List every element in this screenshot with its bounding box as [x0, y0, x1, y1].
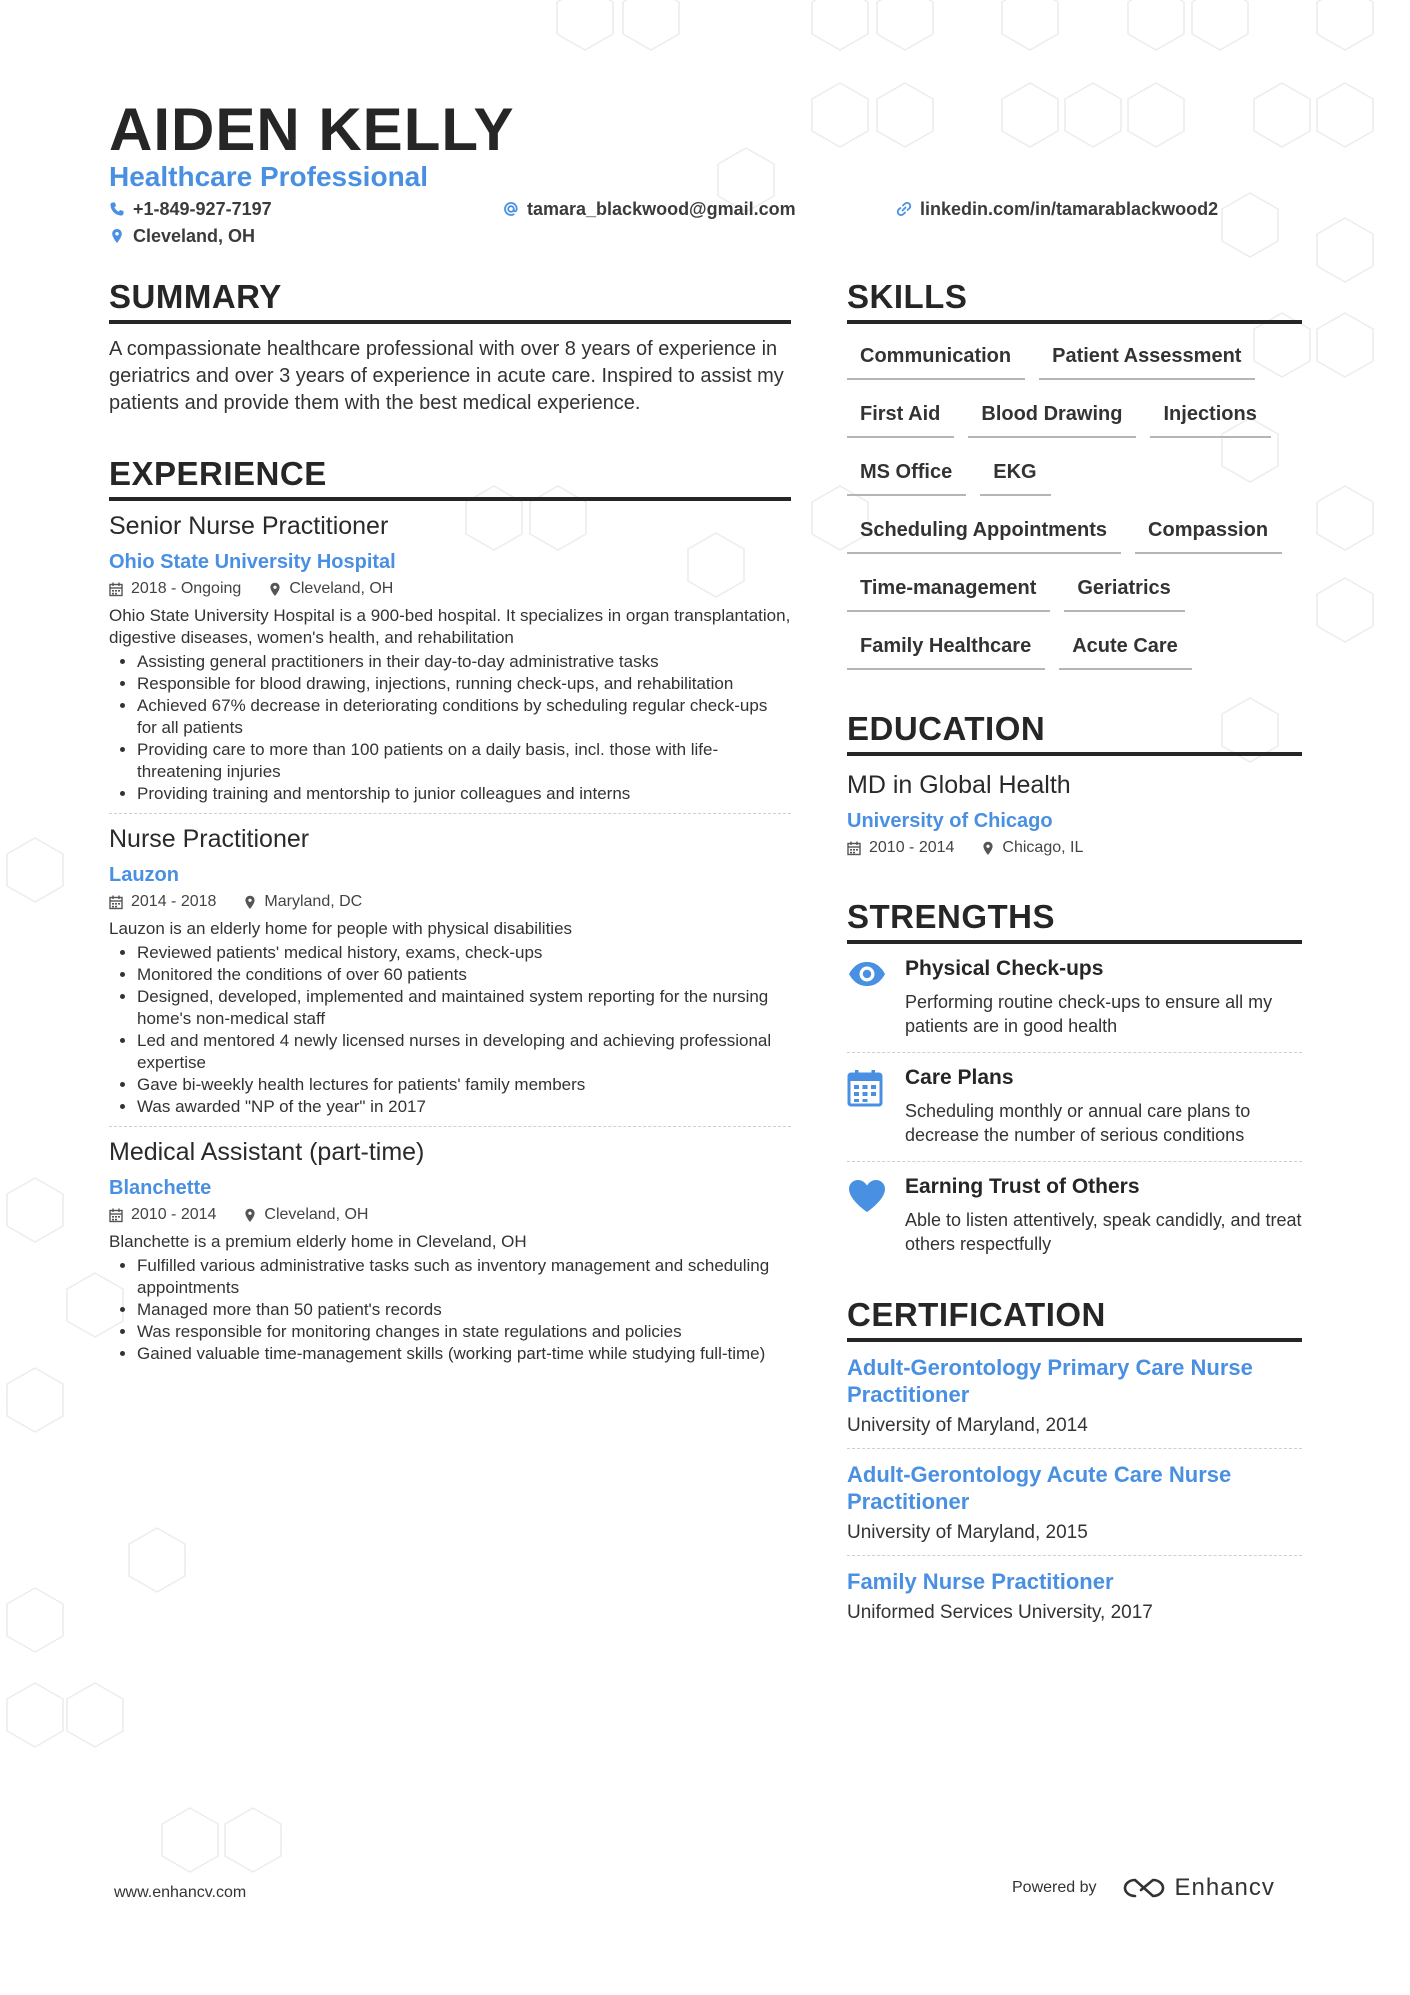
job-dates: 2010 - 2014 [131, 1206, 217, 1223]
email-text: tamara_blackwood@gmail.com [527, 199, 796, 219]
job-divider [109, 813, 791, 814]
calendar-icon [847, 841, 861, 856]
strength-description: Scheduling monthly or annual care plans to decrease the number of serious conditions [905, 1101, 1251, 1145]
job-bullets [109, 942, 791, 1118]
job-entry [109, 1137, 791, 1365]
certification-name: Adult-Gerontology Primary Care Nurse Practitioner [847, 1355, 1253, 1407]
job-bullet: • Gave bi-weekly health lectures for patients' family members [137, 1074, 791, 1096]
calendar-icon [109, 1208, 123, 1223]
certification-issuer: University of Maryland, 2014 [847, 1415, 1088, 1436]
job-title: Nurse Practitioner [109, 825, 310, 853]
summary-text: A compassionate healthcare professional with over 8 years of experience in geriatrics and over 3 years of experience in acute care. Inspired to assist my patients and provide them with the best medical experience. [109, 338, 784, 414]
job-bullet: • Managed more than 50 patient's records [137, 1299, 791, 1321]
enhancv-logo-icon [1121, 1876, 1167, 1900]
skill-tag: Acute Care [1059, 626, 1192, 670]
location-text: Cleveland, OH [133, 226, 256, 246]
job-bullet: • Led and mentored 4 newly licensed nurses in developing and achieving professional expertise [137, 1030, 791, 1074]
summary-title: SUMMARY [109, 278, 791, 324]
job-bullet: • Reviewed patients' medical history, exams, check-ups [137, 942, 791, 964]
certification-name: Family Nurse Practitioner [847, 1569, 1114, 1594]
footer-branding [1012, 1874, 1275, 1902]
powered-by-label: Powered by [1012, 1879, 1097, 1896]
job-description: Blanchette is a premium elderly home in Cleveland, OH [109, 1232, 527, 1251]
skill-tag: Geriatrics [1064, 568, 1184, 612]
location-pin-icon [244, 1208, 256, 1223]
skill-tag: Compassion [1135, 510, 1282, 554]
linkedin-text: linkedin.com/in/tamarablackwood2 [920, 199, 1219, 219]
education-meta [847, 838, 1302, 858]
job-bullet: • Was awarded "NP of the year" in 2017 [137, 1096, 791, 1118]
linkedin-contact[interactable] [896, 198, 1218, 220]
job-bullet: • Monitored the conditions of over 60 patients [137, 964, 791, 986]
job-dates: 2014 - 2018 [131, 893, 217, 910]
job-divider [109, 1126, 791, 1127]
job-bullet: • Assisting general practitioners in their day-to-day administrative tasks [137, 651, 791, 673]
strengths-title: STRENGTHS [847, 898, 1302, 944]
job-title: Medical Assistant (part-time) [109, 1138, 425, 1166]
footer-website-link[interactable]: www.enhancv.com [114, 1884, 247, 1901]
location-pin-icon [244, 895, 256, 910]
strength-item [847, 944, 1302, 1052]
certification-issuer: Uniformed Services University, 2017 [847, 1602, 1153, 1623]
job-bullet: • Gained valuable time-management skills (working part-time while studying full-time) [137, 1343, 791, 1365]
strength-description: Able to listen attentively, speak candidly, and treat others respectfully [905, 1210, 1302, 1254]
location-contact [109, 225, 255, 247]
school-name: University of Chicago [847, 810, 1053, 832]
skill-tag: Family Healthcare [847, 626, 1045, 670]
skill-tag: First Aid [847, 394, 954, 438]
phone-text: +1-849-927-7197 [133, 199, 272, 219]
certification-issuer: University of Maryland, 2015 [847, 1522, 1088, 1543]
phone-icon [109, 201, 125, 217]
job-bullet: • Fulfilled various administrative tasks such as inventory management and scheduling appointments [137, 1255, 791, 1299]
skill-tag: Injections [1150, 394, 1270, 438]
degree: MD in Global Health [847, 771, 1071, 799]
job-dates: 2018 - Ongoing [131, 580, 242, 597]
strength-title: Care Plans [905, 1066, 1014, 1089]
company-name: Lauzon [109, 864, 179, 886]
education-location: Chicago, IL [1002, 839, 1084, 856]
calendar-icon [109, 582, 123, 597]
brand-name: Enhancv [1174, 1874, 1275, 1901]
at-icon [503, 201, 519, 217]
education-dates: 2010 - 2014 [869, 839, 955, 856]
company-name: Ohio State University Hospital [109, 551, 396, 573]
skill-tag: Time-management [847, 568, 1050, 612]
certification-item [847, 1556, 1302, 1635]
job-meta [109, 1205, 791, 1225]
candidate-role: Healthcare Professional [109, 161, 429, 192]
email-contact[interactable] [503, 198, 796, 220]
experience-title: EXPERIENCE [109, 455, 791, 501]
skills-title: SKILLS [847, 278, 1302, 324]
job-bullet: • Was responsible for monitoring changes in state regulations and policies [137, 1321, 791, 1343]
job-description: Ohio State University Hospital is a 900-bed hospital. It specializes in organ transplantation, digestive diseases, women's health, and rehabilitation [109, 606, 791, 647]
eye-icon [847, 960, 887, 988]
job-bullet: • Responsible for blood drawing, injections, running check-ups, and rehabilitation [137, 673, 791, 695]
job-meta [109, 892, 791, 912]
job-description: Lauzon is an elderly home for people with physical disabilities [109, 919, 573, 938]
skill-tag: Scheduling Appointments [847, 510, 1121, 554]
job-bullet: • Providing training and mentorship to junior colleagues and interns [137, 783, 791, 805]
job-bullet: • Designed, developed, implemented and maintained system reporting for the nursing home's non-medical staff [137, 986, 791, 1030]
certification-name: Adult-Gerontology Acute Care Nurse Practitioner [847, 1462, 1232, 1514]
skill-tag: Patient Assessment [1039, 336, 1255, 380]
job-bullets [109, 1255, 791, 1365]
education-title: EDUCATION [847, 710, 1302, 756]
skill-tag: Communication [847, 336, 1025, 380]
job-location: Cleveland, OH [264, 1206, 369, 1223]
strength-item [847, 1162, 1302, 1270]
job-bullet: • Providing care to more than 100 patients on a daily basis, incl. those with life-threatening injuries [137, 739, 791, 783]
certification-item [847, 1342, 1302, 1448]
skill-tag: MS Office [847, 452, 966, 496]
location-pin-icon [109, 228, 125, 244]
candidate-name: AIDEN KELLY [109, 96, 515, 163]
strength-item [847, 1053, 1302, 1161]
strength-title: Physical Check-ups [905, 957, 1104, 980]
education-entry [847, 770, 1302, 858]
calendar-icon [847, 1069, 883, 1107]
skill-tag: Blood Drawing [968, 394, 1136, 438]
certification-title: CERTIFICATION [847, 1296, 1302, 1342]
strength-title: Earning Trust of Others [905, 1175, 1140, 1198]
skill-tag: EKG [980, 452, 1050, 496]
strength-description: Performing routine check-ups to ensure all my patients are in good health [905, 992, 1273, 1036]
job-entry [109, 824, 791, 1127]
job-location: Cleveland, OH [289, 580, 394, 597]
job-meta [109, 579, 791, 599]
job-bullet: • Achieved 67% decrease in deteriorating conditions by scheduling regular check-ups for all patients [137, 695, 791, 739]
enhancv-logo[interactable] [1121, 1874, 1275, 1902]
left-column [109, 278, 791, 1365]
right-column [847, 278, 1302, 1635]
job-title: Senior Nurse Practitioner [109, 512, 389, 540]
job-location: Maryland, DC [264, 893, 363, 910]
skills-list [847, 336, 1302, 684]
job-bullets [109, 651, 791, 805]
link-icon [896, 201, 912, 217]
job-entry [109, 511, 791, 814]
location-pin-icon [269, 582, 281, 597]
phone-contact[interactable] [109, 198, 272, 220]
company-name: Blanchette [109, 1177, 212, 1199]
certification-item [847, 1449, 1302, 1555]
calendar-icon [109, 895, 123, 910]
heart-icon [847, 1178, 887, 1214]
location-pin-icon [982, 841, 994, 856]
